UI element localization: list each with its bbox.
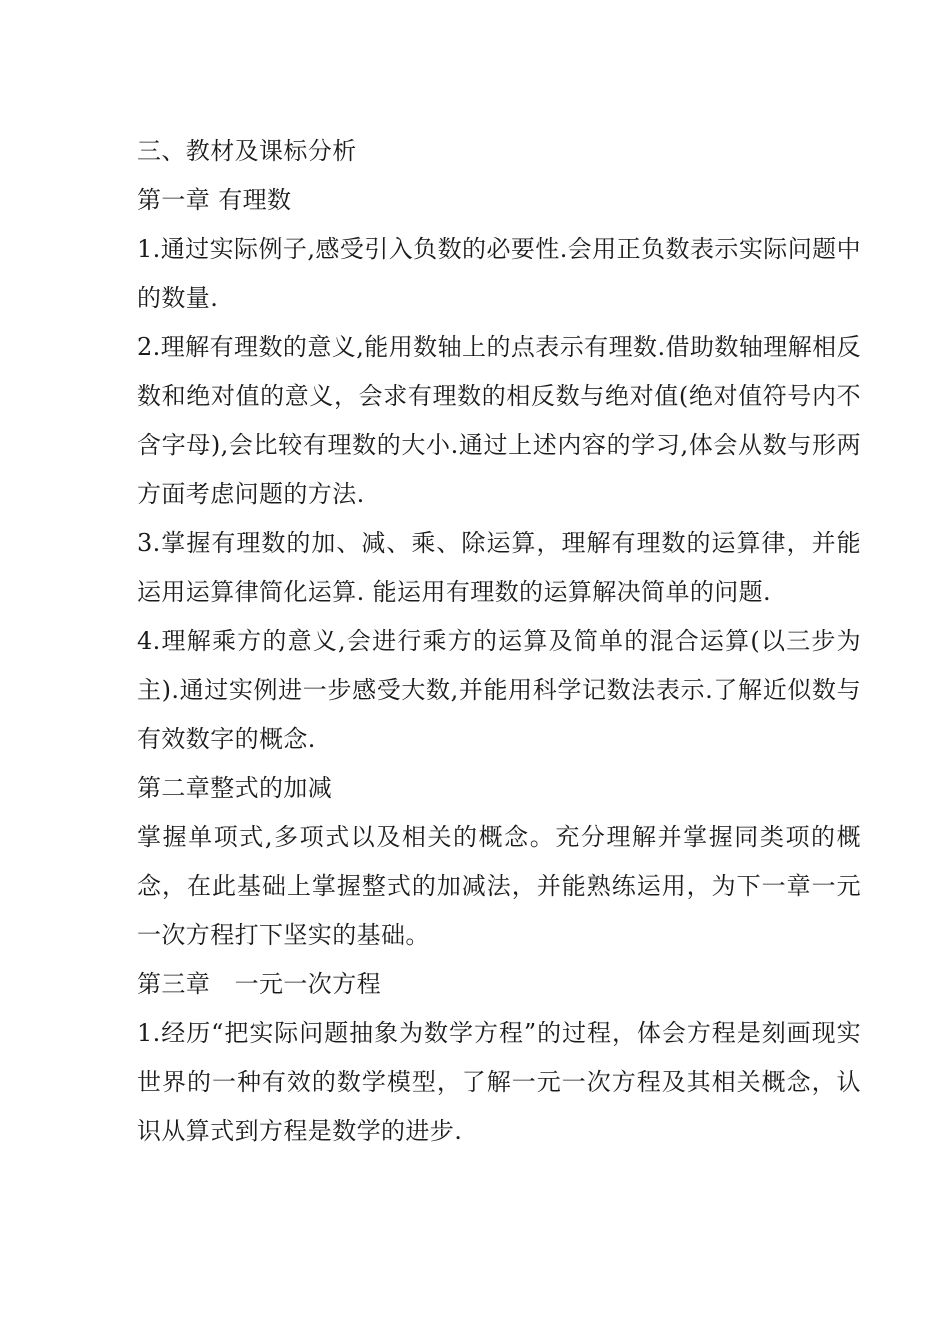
chapter-one-heading: 第一章 有理数 [137, 186, 292, 214]
chapter-one-item-4: 4.理解乘方的意义,会进行乘方的运算及简单的混合运算(以三步为主).通过实例进一步感受大数,并能用科学记数法表示.了解近似数与有效数字的概念. [137, 627, 861, 753]
chapter-one-item-3: 3.掌握有理数的加、减、乘、除运算，理解有理数的运算律，并能运用运算律简化运算. 能运用有理数的运算解决简单的问题. [137, 529, 861, 606]
chapter-one-item-2: 2.理解有理数的意义,能用数轴上的点表示有理数.借助数轴理解相反数和绝对值的意义，会求有理数的相反数与绝对值(绝对值符号内不含字母),会比较有理数的大小.通过上述内容的学习,体会从数与形两方面考虑问题的方法. [137, 333, 861, 508]
chapter-two-heading: 第二章整式的加减 [137, 774, 333, 802]
section-heading: 三、教材及课标分析 [137, 137, 357, 165]
chapter-two-paragraph: 掌握单项式,多项式以及相关的概念。充分理解并掌握同类项的概念，在此基础上掌握整式的加减法，并能熟练运用，为下一章一元一次方程打下坚实的基础。 [137, 823, 861, 949]
chapter-one-item-1: 1.通过实际例子,感受引入负数的必要性.会用正负数表示实际问题中的数量. [137, 235, 861, 312]
chapter-three-item-1: 1.经历“把实际问题抽象为数学方程”的过程，体会方程是刻画现实世界的一种有效的数学模型，了解一元一次方程及其相关概念，认识从算式到方程是数学的进步. [137, 1019, 861, 1145]
chapter-three-heading: 第三章 一元一次方程 [137, 970, 381, 998]
document-body [137, 127, 861, 1156]
